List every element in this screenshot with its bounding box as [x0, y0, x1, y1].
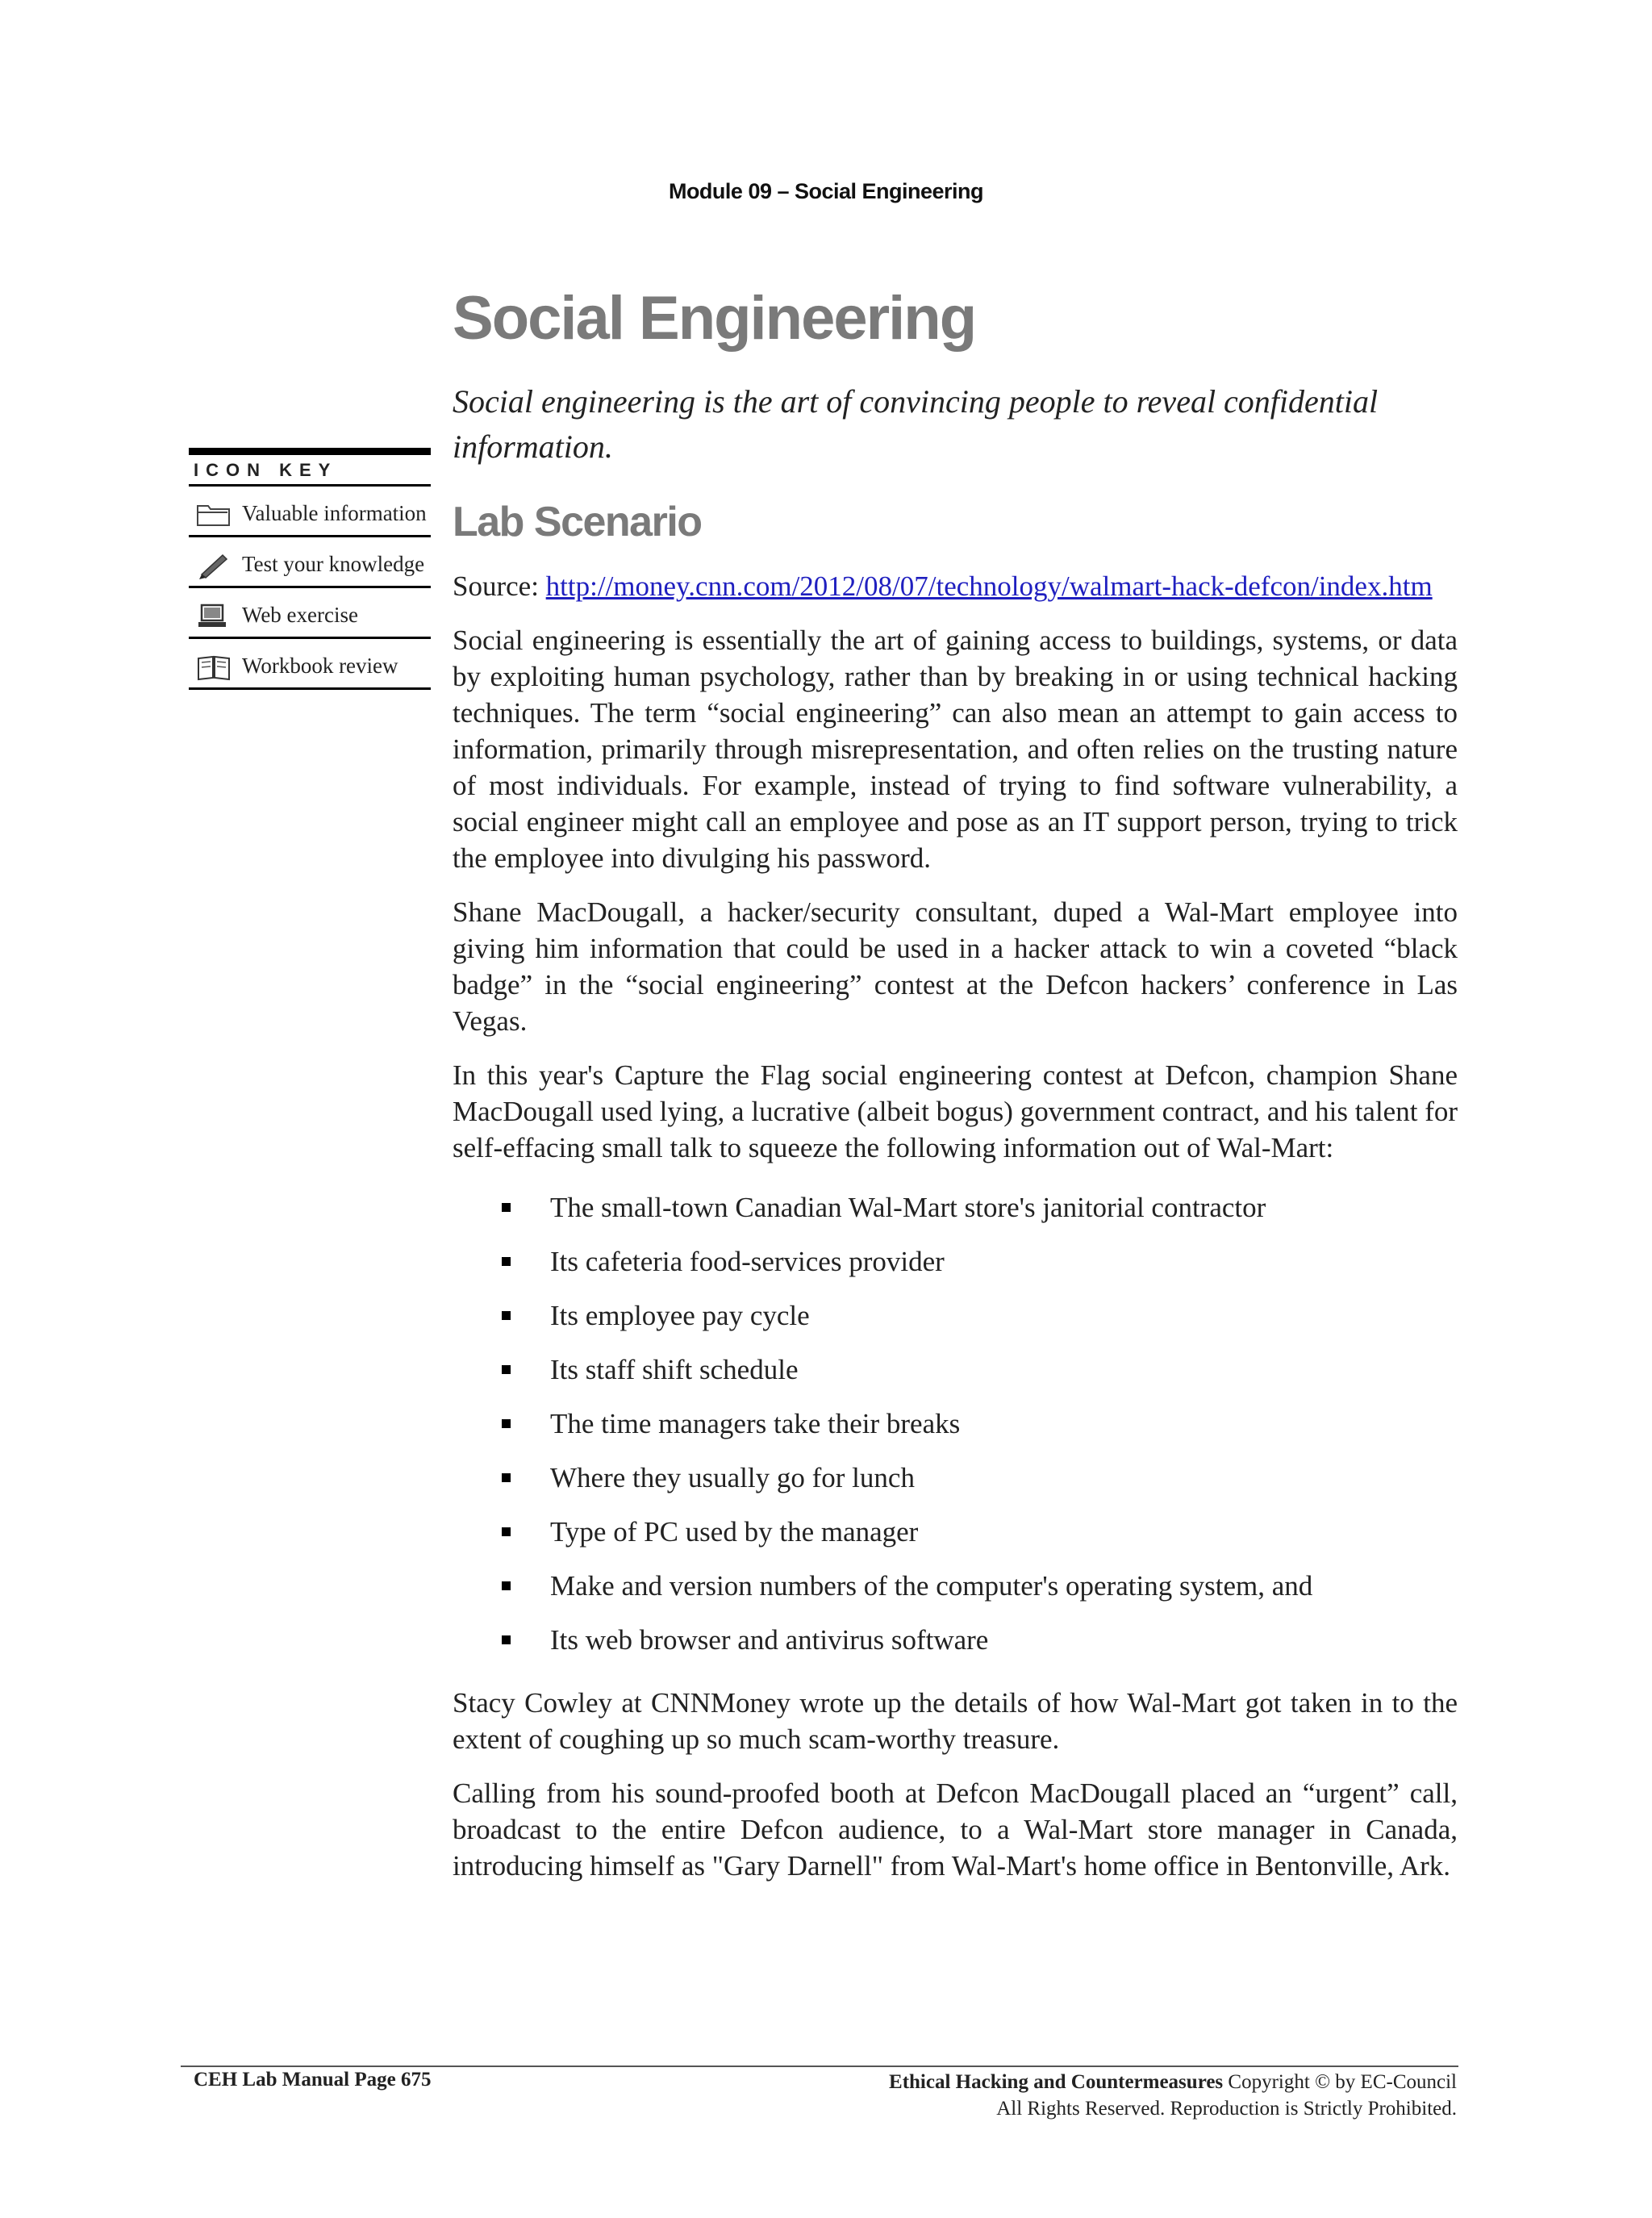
icon-key-item-workbook [189, 639, 431, 690]
list-item-text: The small-town Canadian Wal-Mart store's janitorial contractor [550, 1192, 1266, 1223]
list-item-text: Where they usually go for lunch [550, 1462, 915, 1493]
info-bullet-list [453, 1180, 1458, 1667]
list-item [453, 1234, 1458, 1289]
list-item [453, 1559, 1458, 1613]
icon-key-label: Web exercise [242, 603, 358, 627]
paragraph: Shane MacDougall, a hacker/security consultant, duped a Wal-Mart employee into giving him information that could be used in a hacker attack to win a coveted “black badge” in the “social engineering” contest at the Defcon hackers’ conference in Las Vegas. [453, 896, 1458, 1037]
list-item [453, 1289, 1458, 1343]
icon-key-item-valuable [189, 487, 431, 537]
footer-divider [181, 2066, 1458, 2067]
paragraph: In this year's Capture the Flag social engineering contest at Defcon, champion Shane MacDougall used lying, a lucrative (albeit bogus) government contract, and his talent for self-effacing small talk to squeeze the following information out of Wal-Mart: [453, 1059, 1458, 1163]
folder-icon [195, 501, 232, 528]
bullet-icon [502, 1581, 511, 1590]
list-item [453, 1451, 1458, 1505]
list-item [453, 1397, 1458, 1451]
page-subtitle: Social engineering is the art of convincing people to reveal confidential information. [453, 383, 1379, 465]
paragraph: Calling from his sound-proofed booth at Defcon MacDougall placed an “urgent” call, broadcast to the entire Defcon audience, to a Wal-Mart store manager in Canada, introducing himself as "Gary Darnell" from Wal-Mart's home office in Bentonville, Ark. [453, 1777, 1458, 1882]
bullet-icon [502, 1419, 511, 1428]
list-item-text: The time managers take their breaks [550, 1408, 961, 1439]
page-title: Social Engineering [453, 284, 976, 353]
icon-key-label: Workbook review [242, 654, 398, 678]
icon-key-item-web [189, 588, 431, 639]
bullet-icon [502, 1311, 511, 1320]
list-item-text: Make and version numbers of the computer's operating system, and [550, 1570, 1313, 1602]
footer-copyright-text: Copyright © by EC-Council [1223, 2071, 1457, 2093]
main-content [453, 274, 1458, 1884]
list-item-text: Its web browser and antivirus software [550, 1624, 989, 1656]
bullet-icon [502, 1365, 511, 1374]
footer-rights: All Rights Reserved. Reproduction is Strictly Prohibited. [996, 2098, 1457, 2120]
book-icon [195, 654, 232, 681]
section-title-lab-scenario: Lab Scenario [453, 499, 702, 545]
icon-key [189, 448, 431, 690]
footer-copyright-line1 [889, 2069, 1457, 2095]
list-item-text: Its employee pay cycle [550, 1300, 810, 1331]
bullet-icon [502, 1257, 511, 1266]
pencil-icon [195, 552, 232, 579]
list-item-text: Its staff shift schedule [550, 1354, 799, 1385]
source-line [453, 568, 1458, 604]
icon-key-label: Valuable information [242, 501, 427, 525]
list-item [453, 1613, 1458, 1667]
icon-key-label: Test your knowledge [242, 552, 425, 576]
list-item-text: Its cafeteria food-services provider [550, 1246, 945, 1277]
footer-copyright [889, 2069, 1457, 2122]
laptop-icon [195, 603, 232, 630]
bullet-icon [502, 1527, 511, 1536]
module-header: Module 09 – Social Engineering [668, 179, 984, 203]
icon-key-title: ICON KEY [189, 455, 431, 487]
icon-key-item-test [189, 537, 431, 588]
bullet-icon [502, 1473, 511, 1482]
bullet-icon [502, 1635, 511, 1644]
paragraph: Stacy Cowley at CNNMoney wrote up the details of how Wal-Mart got taken in to the extent of coughing up so much scam-worthy treasure. [453, 1687, 1458, 1755]
source-label: Source: [453, 570, 546, 602]
list-item [453, 1505, 1458, 1559]
paragraph: Social engineering is essentially the art of gaining access to buildings, systems, or data by exploiting human psychology, rather than by breaking in or using technical hacking techniques. The term “social engineering” can also mean an attempt to gain access to information, primarily through misrepresentation, and often relies on the trusting nature of most individuals. For example, instead of trying to find software vulnerability, a social engineer might call an employee and pose as an IT support person, trying to trick the employee into divulging his password. [453, 624, 1458, 874]
icon-key-bar [189, 448, 431, 455]
list-item [453, 1180, 1458, 1234]
footer-page-label: CEH Lab Manual Page 675 [194, 2069, 432, 2091]
source-link[interactable]: http://money.cnn.com/2012/08/07/technology/walmart-hack-defcon/index.htm [545, 570, 1433, 602]
list-item-text: Type of PC used by the manager [550, 1516, 919, 1548]
footer-book-title: Ethical Hacking and Countermeasures [889, 2071, 1224, 2093]
list-item [453, 1343, 1458, 1397]
bullet-icon [502, 1203, 511, 1212]
